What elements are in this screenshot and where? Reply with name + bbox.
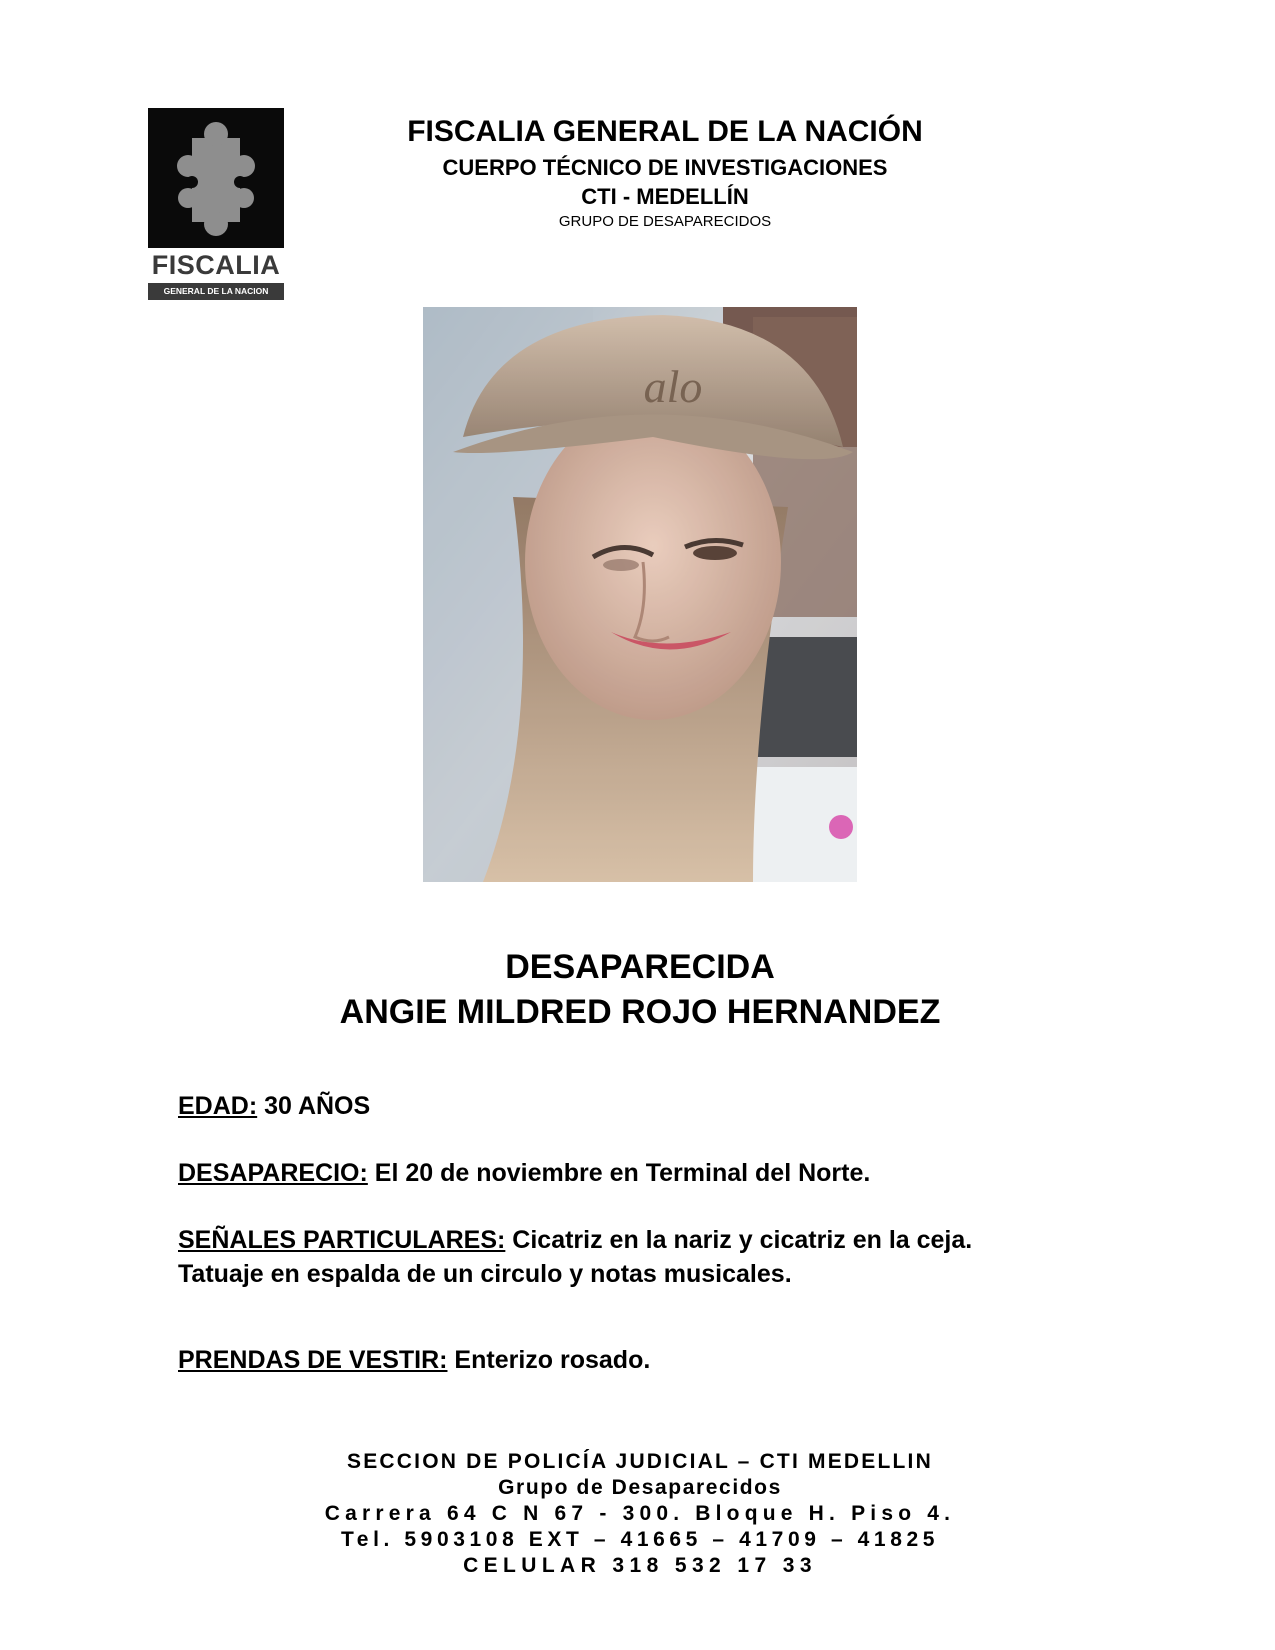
agency-title: FISCALIA GENERAL DE LA NACIÓN [407,115,923,148]
footer-group: Grupo de Desaparecidos [498,1476,782,1499]
agency-subtitle: CUERPO TÉCNICO DE INVESTIGACIONES [442,155,888,180]
logo-background [148,108,284,248]
missing-status-heading: DESAPARECIDA [505,948,775,986]
disappeared-label: DESAPARECIO: [178,1159,368,1187]
disappeared-value: El 20 de noviembre en Terminal del Norte. [367,1159,871,1187]
logo-tagline: GENERAL DE LA NACION [148,283,284,300]
footer-address: Carrera 64 C N 67 - 300. Bloque H. Piso 4. [324,1502,956,1525]
agency-group: GRUPO DE DESAPARECIDOS [558,213,772,230]
age-label: EDAD: [178,1092,258,1120]
puzzle-piece-icon [176,120,256,238]
cap-logo-text: alo [643,361,703,412]
age-value: 30 AÑOS [257,1092,371,1120]
missing-person-name: ANGIE MILDRED ROJO HERNANDEZ [339,993,941,1031]
clothes-field [178,1344,1138,1377]
fiscalia-logo [148,108,284,300]
clothes-value: Enterizo rosado. [447,1346,651,1374]
marks-field [178,1224,1138,1257]
marks-value-line2: Tatuaje en espalda de un circulo y notas musicales. [178,1260,792,1288]
clothes-label: PRENDAS DE VESTIR: [178,1346,448,1374]
missing-person-photo [423,307,857,882]
logo-wordmark: FISCALIA [148,248,284,282]
agency-unit: CTI - MEDELLÍN [581,184,749,209]
portrait-image [423,307,857,882]
disappeared-field [178,1157,1138,1190]
marks-value: Cicatriz en la nariz y cicatriz en la ceja. [505,1226,973,1254]
footer-mobile: CELULAR 318 532 17 33 [463,1554,817,1577]
age-field [178,1090,1138,1123]
footer-phone: Tel. 5903108 EXT – 41665 – 41709 – 41825 [340,1528,940,1551]
marks-label: SEÑALES PARTICULARES: [178,1226,506,1254]
footer-section: SECCION DE POLICÍA JUDICIAL – CTI MEDELLIN [347,1450,933,1473]
